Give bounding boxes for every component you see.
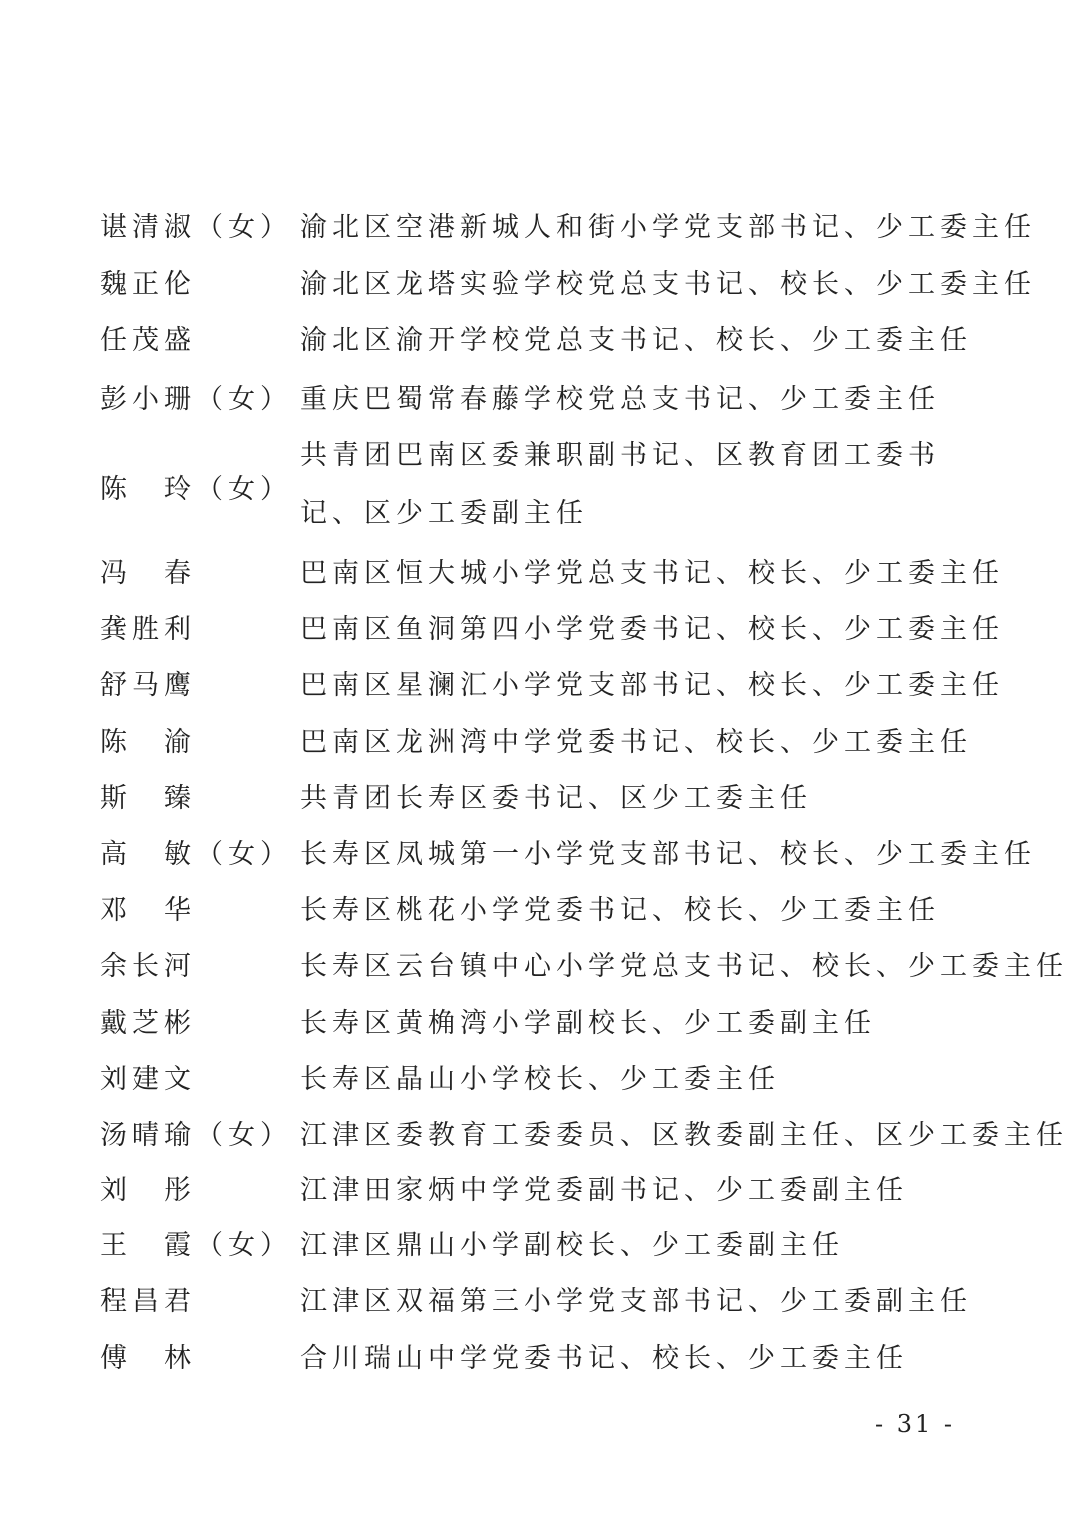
person-name: 舒马鹰 xyxy=(100,670,196,701)
person-title: 巴南区鱼洞第四小学党委书记、校长、少工委主任 xyxy=(300,614,1004,645)
person-title: 江津区鼎山小学副校长、少工委副主任 xyxy=(300,1230,844,1261)
person-title: 共青团长寿区委书记、区少工委主任 xyxy=(300,783,812,814)
person-name: 邓 华 xyxy=(100,895,196,926)
person-name: 刘 彤 xyxy=(100,1175,196,1206)
person-name: 魏正伦 xyxy=(100,269,196,300)
person-name: 陈 玲（女） xyxy=(100,474,292,505)
person-title: 长寿区云台镇中心小学党总支书记、校长、少工委主任 xyxy=(300,951,1068,982)
person-name: 冯 春 xyxy=(100,558,196,589)
person-title: 江津区委教育工委委员、区教委副主任、区少工委主任 xyxy=(300,1120,1068,1151)
person-name: 龚胜利 xyxy=(100,614,196,645)
person-name: 高 敏（女） xyxy=(100,839,292,870)
person-title: 巴南区龙洲湾中学党委书记、校长、少工委主任 xyxy=(300,727,972,758)
person-name: 王 霞（女） xyxy=(100,1230,292,1261)
page-number: - 31 - xyxy=(875,1410,956,1438)
person-name: 刘建文 xyxy=(100,1064,196,1095)
person-title: 巴南区恒大城小学党总支书记、校长、少工委主任 xyxy=(300,558,1004,589)
person-name: 程昌君 xyxy=(100,1286,196,1317)
person-name: 彭小珊（女） xyxy=(100,384,292,415)
person-name: 汤晴瑜（女） xyxy=(100,1120,292,1151)
person-title: 渝北区龙塔实验学校党总支书记、校长、少工委主任 xyxy=(300,269,1036,300)
person-title: 渝北区空港新城人和街小学党支部书记、少工委主任 xyxy=(300,212,1036,243)
person-title: 渝北区渝开学校党总支书记、校长、少工委主任 xyxy=(300,325,972,356)
person-name: 斯 臻 xyxy=(100,783,196,814)
person-name: 谌清淑（女） xyxy=(100,212,292,243)
person-title: 共青团巴南区委兼职副书记、区教育团工委书记、区少工委副主任 xyxy=(300,440,940,529)
person-title: 长寿区桃花小学党委书记、校长、少工委主任 xyxy=(300,895,940,926)
person-name: 余长河 xyxy=(100,951,196,982)
person-name: 傅 林 xyxy=(100,1343,196,1374)
person-title: 巴南区星澜汇小学党支部书记、校长、少工委主任 xyxy=(300,670,1004,701)
person-name: 戴芝彬 xyxy=(100,1008,196,1039)
person-title: 长寿区凤城第一小学党支部书记、校长、少工委主任 xyxy=(300,839,1036,870)
person-name: 陈 渝 xyxy=(100,727,196,758)
person-title: 重庆巴蜀常春藤学校党总支书记、少工委主任 xyxy=(300,384,940,415)
person-title: 长寿区晶山小学校长、少工委主任 xyxy=(300,1064,780,1095)
person-name: 任茂盛 xyxy=(100,325,196,356)
person-title: 江津田家炳中学党委副书记、少工委副主任 xyxy=(300,1175,908,1206)
person-title: 合川瑞山中学党委书记、校长、少工委主任 xyxy=(300,1343,908,1374)
person-title: 江津区双福第三小学党支部书记、少工委副主任 xyxy=(300,1286,972,1317)
person-title: 长寿区黄桷湾小学副校长、少工委副主任 xyxy=(300,1008,876,1039)
